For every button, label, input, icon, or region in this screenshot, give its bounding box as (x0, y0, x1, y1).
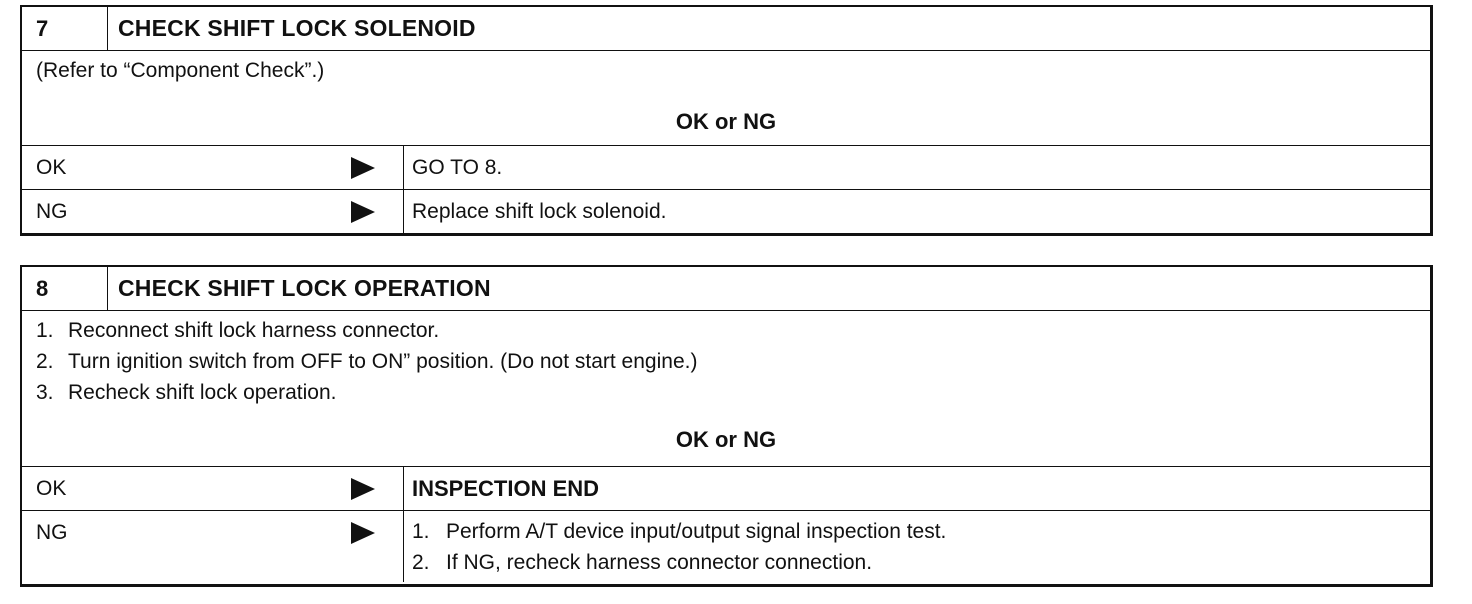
instruction-text: Recheck shift lock operation. (68, 381, 337, 404)
result-action-list (404, 511, 1430, 582)
result-row-ng (22, 511, 1430, 582)
step-7-block (20, 5, 1433, 236)
instruction-number: 1. (36, 319, 54, 342)
instruction-text: Reconnect shift lock harness connector. (68, 319, 440, 342)
action-number: 2. (412, 550, 430, 574)
instruction-line (36, 55, 1416, 86)
result-label: NG (36, 200, 68, 223)
instruction-line (36, 315, 1416, 346)
triangle-right-icon (351, 201, 375, 223)
action-number: 1. (412, 519, 430, 543)
result-action: INSPECTION END (412, 475, 600, 501)
step-instructions (22, 311, 1430, 467)
instruction-line (36, 377, 1416, 408)
result-condition-cell (22, 511, 404, 582)
result-label: OK (36, 155, 67, 179)
step-number: 8 (22, 267, 108, 310)
step-title: CHECK SHIFT LOCK SOLENOID (118, 15, 476, 41)
result-action: GO TO 8. (412, 155, 503, 179)
instruction-number: 2. (36, 350, 54, 373)
instruction-text: (Refer to “Component Check”.) (36, 59, 325, 82)
step-header (22, 7, 1430, 51)
instruction-line (36, 346, 1416, 377)
triangle-right-icon (351, 157, 375, 179)
step-number: 7 (22, 7, 108, 50)
ok-or-ng-label: OK or NG (675, 109, 777, 134)
result-label: OK (36, 476, 67, 500)
result-row-ok (22, 146, 1430, 190)
result-label: NG (36, 521, 68, 544)
result-row-ng (22, 190, 1430, 234)
instruction-text: Turn ignition switch from OFF to ON” position. (Do not start engine.) (68, 350, 698, 373)
triangle-right-icon (351, 522, 375, 544)
instructions-cell (22, 51, 1430, 145)
action-text: Perform A/T device input/output signal inspection test. (446, 519, 947, 543)
ok-or-ng-label: OK or NG (675, 427, 777, 452)
step-header (22, 267, 1430, 311)
instruction-number: 3. (36, 381, 54, 404)
action-text: If NG, recheck harness connector connection. (446, 550, 873, 574)
result-condition-cell (22, 146, 404, 189)
result-action-line (412, 547, 872, 578)
result-action-line (412, 516, 946, 547)
result-row-ok (22, 467, 1430, 511)
triangle-right-icon (351, 478, 375, 500)
result-condition-cell (22, 467, 404, 510)
step-instructions (22, 51, 1430, 146)
step-8-block (20, 265, 1433, 587)
instructions-cell (22, 311, 1430, 466)
result-action: Replace shift lock solenoid. (412, 200, 667, 223)
step-title: CHECK SHIFT LOCK OPERATION (118, 275, 491, 301)
result-condition-cell (22, 190, 404, 234)
